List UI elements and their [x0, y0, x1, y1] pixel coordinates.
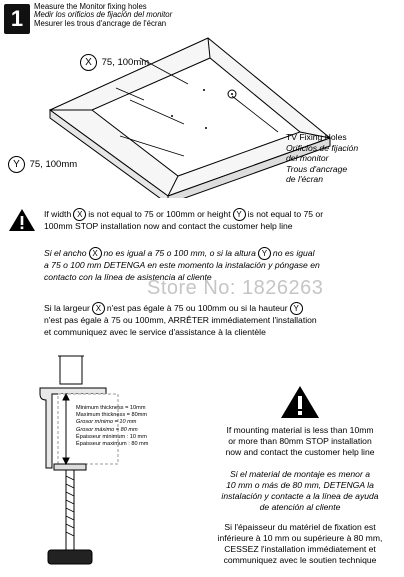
- warning-triangle-icon: [280, 385, 320, 419]
- header-spanish: Medir los orificios de fijación del monitor: [34, 10, 173, 20]
- warning-french: Si la largeur X n'est pas égale à 75 ou 100mm ou si la hauteur Y n'est pas égale à 75 ou 100mm, ARRÊTER immédiatement l'installation et communiquez avec le service d'assistance à la clientèle: [44, 302, 317, 337]
- store-watermark: Store No: 1826263: [147, 277, 324, 299]
- tv-fixing-holes-label: TV Fixing Holes Orificios de fijación del monitor Trous d'ancrage de l'écran: [286, 132, 359, 185]
- y-symbol-icon: Y: [8, 156, 25, 173]
- mount-warning-english: If mounting material is less than 10mm or more than 80mm STOP installation now and contact the customer help line: [225, 425, 375, 457]
- warning-spanish: Si el ancho X no es igual a 75 o 100 mm, o si la altura Y no es igual a 75 o 100 mm DETENGA en este momento la instalación y póngase en contacto con la línea de asistencia al cliente: [44, 247, 320, 282]
- warning-triangle-icon: [8, 208, 36, 232]
- x-symbol-icon: X: [92, 302, 105, 315]
- header-french: Mesurer les trous d'ancrage de l'écran: [34, 18, 167, 28]
- x-symbol-icon: X: [73, 208, 86, 221]
- y-symbol-icon: Y: [258, 247, 271, 260]
- header-english: Measure the Monitor fixing holes: [34, 2, 147, 11]
- x-symbol-icon: X: [80, 54, 97, 71]
- y-symbol-icon: Y: [233, 208, 246, 221]
- mount-warning-french: Si l'épaisseur du matériel de fixation est inférieure à 10 mm ou supérieure à 80 mm, CESSEZ l'installation immédiatement et communiquez avec le soutien technique: [217, 522, 383, 565]
- step-number-badge: 1: [4, 4, 30, 34]
- mount-warning-spanish: Si el material de montaje es menor a 10 mm o más de 80 mm, DETENGA la instalación y contacte a la línea de ayuda de atención al cliente: [221, 469, 379, 512]
- x-symbol-icon: X: [89, 247, 102, 260]
- y-symbol-icon: Y: [290, 302, 303, 315]
- width-dimension-label: X 75, 100mm: [78, 54, 149, 71]
- step-header: [34, 3, 172, 28]
- height-dimension-label: Y 75, 100mm: [6, 156, 77, 173]
- clamp-thickness-specs: Minimum thickness = 10mm Maximum thickness = 80mm Grosor mínimo = 10 mm Grosor máximo = 80 mm Épaisseur minimum : 10 mm Épaisseur maximum : 80 mm: [76, 405, 149, 448]
- desk-clamp-diagram: [0, 352, 200, 577]
- warning-english: If width X is not equal to 75 or 100mm or height Y is not equal to 75 or 100mm STOP installation now and contact the customer help line: [44, 208, 324, 231]
